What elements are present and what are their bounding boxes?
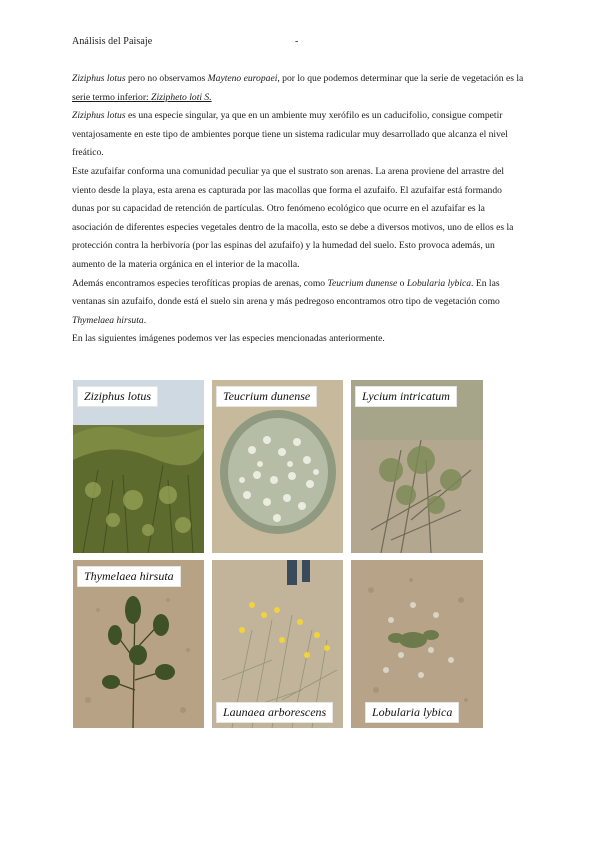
photo-ziziphus-lotus: [73, 380, 204, 553]
species-name: Lobularia lybica: [406, 277, 472, 289]
photo-caption: Teucrium dunense: [216, 386, 317, 407]
photo-caption: Lycium intricatum: [355, 386, 457, 407]
photo-caption: Lobularia lybica: [365, 702, 459, 723]
species-name: Thymelaea hirsuta: [72, 314, 144, 326]
text-span: Además encontramos especies terofíticas propias de arenas, como: [72, 277, 328, 289]
text-span: pero no observamos: [125, 73, 208, 84]
photo-launaea-arborescens: [212, 560, 343, 728]
text-span: , por lo que podemos determinar que la serie de vegetación es la: [277, 73, 524, 84]
paragraph-1: [72, 70, 524, 107]
photo-caption: Ziziphus lotus: [77, 386, 158, 407]
species-name: Ziziphus lotus: [72, 110, 126, 122]
species-name: Ziziphus lotus: [72, 73, 126, 84]
paragraph-3: Este azufaifar conforma una comunidad peculiar ya que el sustrato son arenas. La arena proviene del arrastre del viento desde la playa, esta arena es capturada por las macollas que forma el azufaifo. El azufaifar está formando dunas por su capacidad de retención de partículas. Otro fenómeno ecológico que ocurre en el azufaifar es la asociación de diferentes especies vegetales dentro de la macolla, esto se debe a diversos motivos, uno de ellos es la protección contra la herbivoría (por las espinas del azufaifo) y la humedad del suelo. Esto provoca además, un aumento de la materia orgánica en el interior de la macolla.: [72, 165, 514, 270]
series-link-text: serie termo inferior:: [72, 91, 152, 103]
text-span: .: [143, 314, 147, 326]
header-title: Análisis del Paisaje: [72, 36, 153, 47]
species-name: Mayteno europaei: [207, 73, 278, 84]
photo-caption: Launaea arborescens: [216, 702, 333, 723]
series-name: Zizipheto loti S.: [151, 91, 212, 103]
paragraph-5: En las siguientes imágenes podemos ver las especies mencionadas anteriormente.: [72, 333, 385, 345]
photo-teucrium-dunense: [212, 380, 343, 553]
species-name: Teucrium dunense: [327, 277, 398, 289]
paragraph-2: [72, 107, 524, 163]
document-body: [72, 70, 524, 349]
photo-caption: Thymelaea hirsuta: [77, 566, 181, 587]
header-dash: -: [295, 36, 299, 47]
text-span: . En las ventanas sin azufaifo, donde está el suelo sin arena y más pedregoso encontramos otro tipo de vegetación como: [72, 277, 500, 308]
photo-lobularia-lybica: [351, 560, 483, 728]
photo-thymelaea-hirsuta: [73, 560, 204, 728]
document-header: [72, 36, 532, 47]
photo-lycium-intricatum: [351, 380, 483, 553]
text-span: es una especie singular, ya que en un ambiente muy xerófilo es un caducifolio, consigue competir ventajosamente en este tipo de ambientes porque tiene un sistema radicular muy desarrollado que alcanza el nivel freático.: [72, 110, 508, 159]
paragraph-4: [72, 275, 524, 331]
text-span: o: [397, 277, 407, 289]
